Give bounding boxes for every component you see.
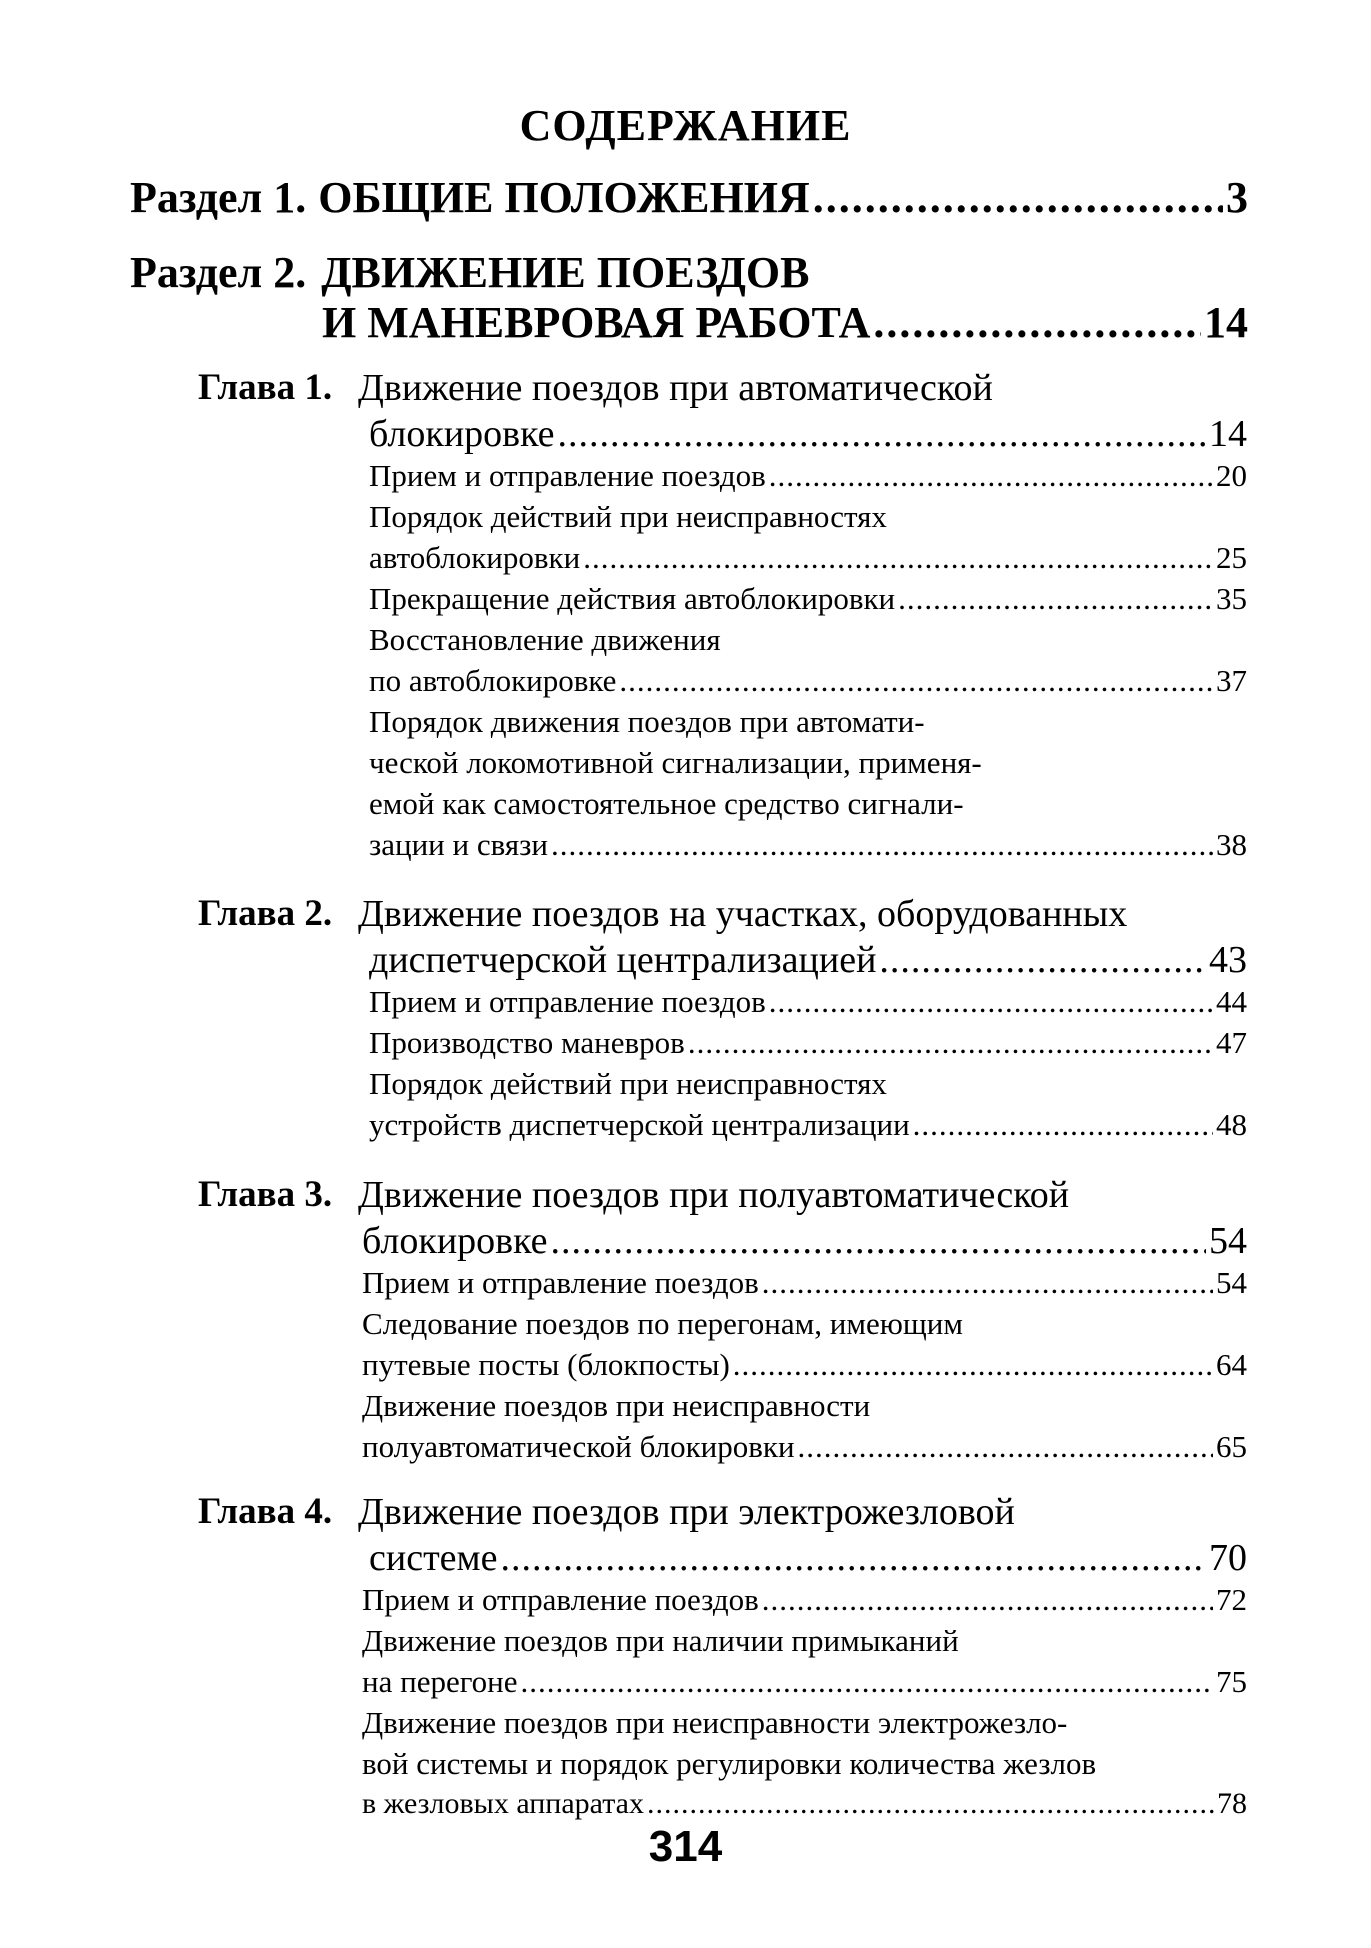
leader-dots [521,1664,1214,1700]
toc-item[interactable]: Прием и отправление поездов ..... 54 [362,1265,1247,1301]
item-page: 20 [1216,458,1247,493]
toc-section-1[interactable] [130,172,1248,223]
chapter-title[interactable]: Движение поездов при автоматической [358,367,993,409]
toc-item[interactable]: Движение поездов при неисправности [362,1388,871,1423]
leader-dots [873,297,1201,348]
leader-dots [500,1536,1206,1580]
item-page: 65 [1216,1429,1247,1464]
toc-item-cont[interactable]: в жезловых аппаратах ..... 78 [362,1787,1247,1821]
chapter-page: 14 [1209,413,1247,455]
toc-item-cont[interactable]: по автоблокировке ..... 37 [369,663,1247,699]
section-title-cont: И МАНЕВРОВАЯ РАБОТА [322,298,871,347]
chapter-title-cont[interactable]: блокировке ..... 54 [362,1219,1247,1263]
item-page: 25 [1216,540,1247,575]
chapter-page: 54 [1209,1220,1247,1262]
page-number: 314 [648,1822,723,1871]
section-label: Раздел 1. [130,173,307,222]
item-page: 38 [1216,827,1247,862]
toc-item[interactable]: Восстановление движения [369,622,721,657]
toc-item-cont[interactable]: на перегоне ..... 75 [362,1664,1247,1700]
leader-dots [550,1219,1206,1263]
toc-item[interactable]: Прием и отправление поездов ..... 72 [362,1582,1247,1618]
item-page: 64 [1216,1347,1247,1382]
item-page: 75 [1216,1664,1247,1699]
leader-dots [733,1347,1213,1383]
toc-section-2-cont[interactable] [322,297,1248,348]
chapter-label: Глава 4. [198,1491,333,1532]
item-page: 78 [1217,1787,1247,1820]
toc-section-2[interactable] [130,247,809,298]
leader-dots [913,1107,1213,1143]
chapter-label: Глава 3. [198,1174,333,1215]
toc-item[interactable]: Движение поездов при наличии примыканий [362,1623,959,1658]
chapter-title[interactable]: Движение поездов при электрожезловой [358,1491,1015,1533]
item-page: 72 [1216,1582,1247,1617]
toc-item-cont[interactable]: зации и связи ..... 38 [369,827,1247,863]
toc-item[interactable]: Прием и отправление поездов ..... 44 [369,984,1247,1020]
toc-item-cont[interactable]: путевые посты (блокпосты) ..... 64 [362,1347,1247,1383]
chapter-page: 70 [1209,1537,1247,1579]
leader-dots [769,984,1213,1020]
leader-dots [762,1582,1213,1618]
leader-dots [898,581,1213,617]
toc-item-cont[interactable]: ческой локомотивной сигнализации, применя- [369,745,982,780]
chapter-title[interactable]: Движение поездов на участках, оборудованных [358,893,1128,935]
toc-item[interactable]: Порядок движения поездов при автомати- [369,704,925,739]
item-page: 37 [1216,663,1247,698]
toc-item-cont[interactable]: автоблокировки ..... 25 [369,540,1247,576]
leader-dots [769,458,1213,494]
toc-item[interactable]: Порядок действий при неисправностях [369,499,887,534]
section-label: Раздел 2. [130,248,307,297]
chapter-title-cont[interactable]: диспетчерской централизацией ..... 43 [369,938,1247,982]
toc-item[interactable]: Прекращение действия автоблокировки ..... 35 [369,581,1247,617]
section-title: ДВИЖЕНИЕ ПОЕЗДОВ [321,248,810,297]
chapter-title[interactable]: Движение поездов при полуавтоматической [358,1174,1070,1216]
chapter-title-cont[interactable]: системе ..... 70 [369,1536,1247,1580]
toc-item-cont[interactable]: полуавтоматической блокировки ..... 65 [362,1429,1247,1465]
chapter-label: Глава 2. [198,893,333,934]
item-page: 35 [1216,581,1247,616]
item-page: 54 [1216,1265,1247,1300]
leader-dots [583,540,1213,576]
item-page: 47 [1216,1025,1247,1060]
item-page: 44 [1216,984,1247,1019]
section-page: 3 [1226,173,1248,222]
chapter-page: 43 [1209,939,1247,981]
page-title: СОДЕРЖАНИЕ [519,101,852,150]
toc-item[interactable]: Прием и отправление поездов ..... 20 [369,458,1247,494]
toc-item-cont[interactable]: вой системы и порядок регулировки количества жезлов [362,1746,1097,1781]
toc-item[interactable]: Производство маневров ..... 47 [369,1025,1247,1061]
leader-dots [619,663,1213,699]
leader-dots [688,1025,1213,1061]
toc-item-cont[interactable]: емой как самостоятельное средство сигнали- [369,786,964,821]
chapter-label: Глава 1. [198,367,333,408]
leader-dots [813,172,1223,223]
leader-dots [557,412,1206,456]
toc-item[interactable]: Следование поездов по перегонам, имеющим [362,1306,963,1341]
leader-dots [879,938,1206,982]
section-page: 14 [1204,298,1248,347]
item-page: 48 [1216,1107,1247,1142]
leader-dots [551,827,1213,863]
leader-dots [798,1429,1213,1465]
toc-item[interactable]: Порядок действий при неисправностях [369,1066,887,1101]
leader-dots [762,1265,1213,1301]
chapter-title-cont[interactable]: блокировке ..... 14 [369,412,1247,456]
toc-item[interactable]: Движение поездов при неисправности электрожезло- [362,1705,1068,1740]
leader-dots [647,1787,1214,1821]
section-title: ОБЩИЕ ПОЛОЖЕНИЯ [318,173,810,222]
toc-item-cont[interactable]: устройств диспетчерской централизации ..... 48 [369,1107,1247,1143]
